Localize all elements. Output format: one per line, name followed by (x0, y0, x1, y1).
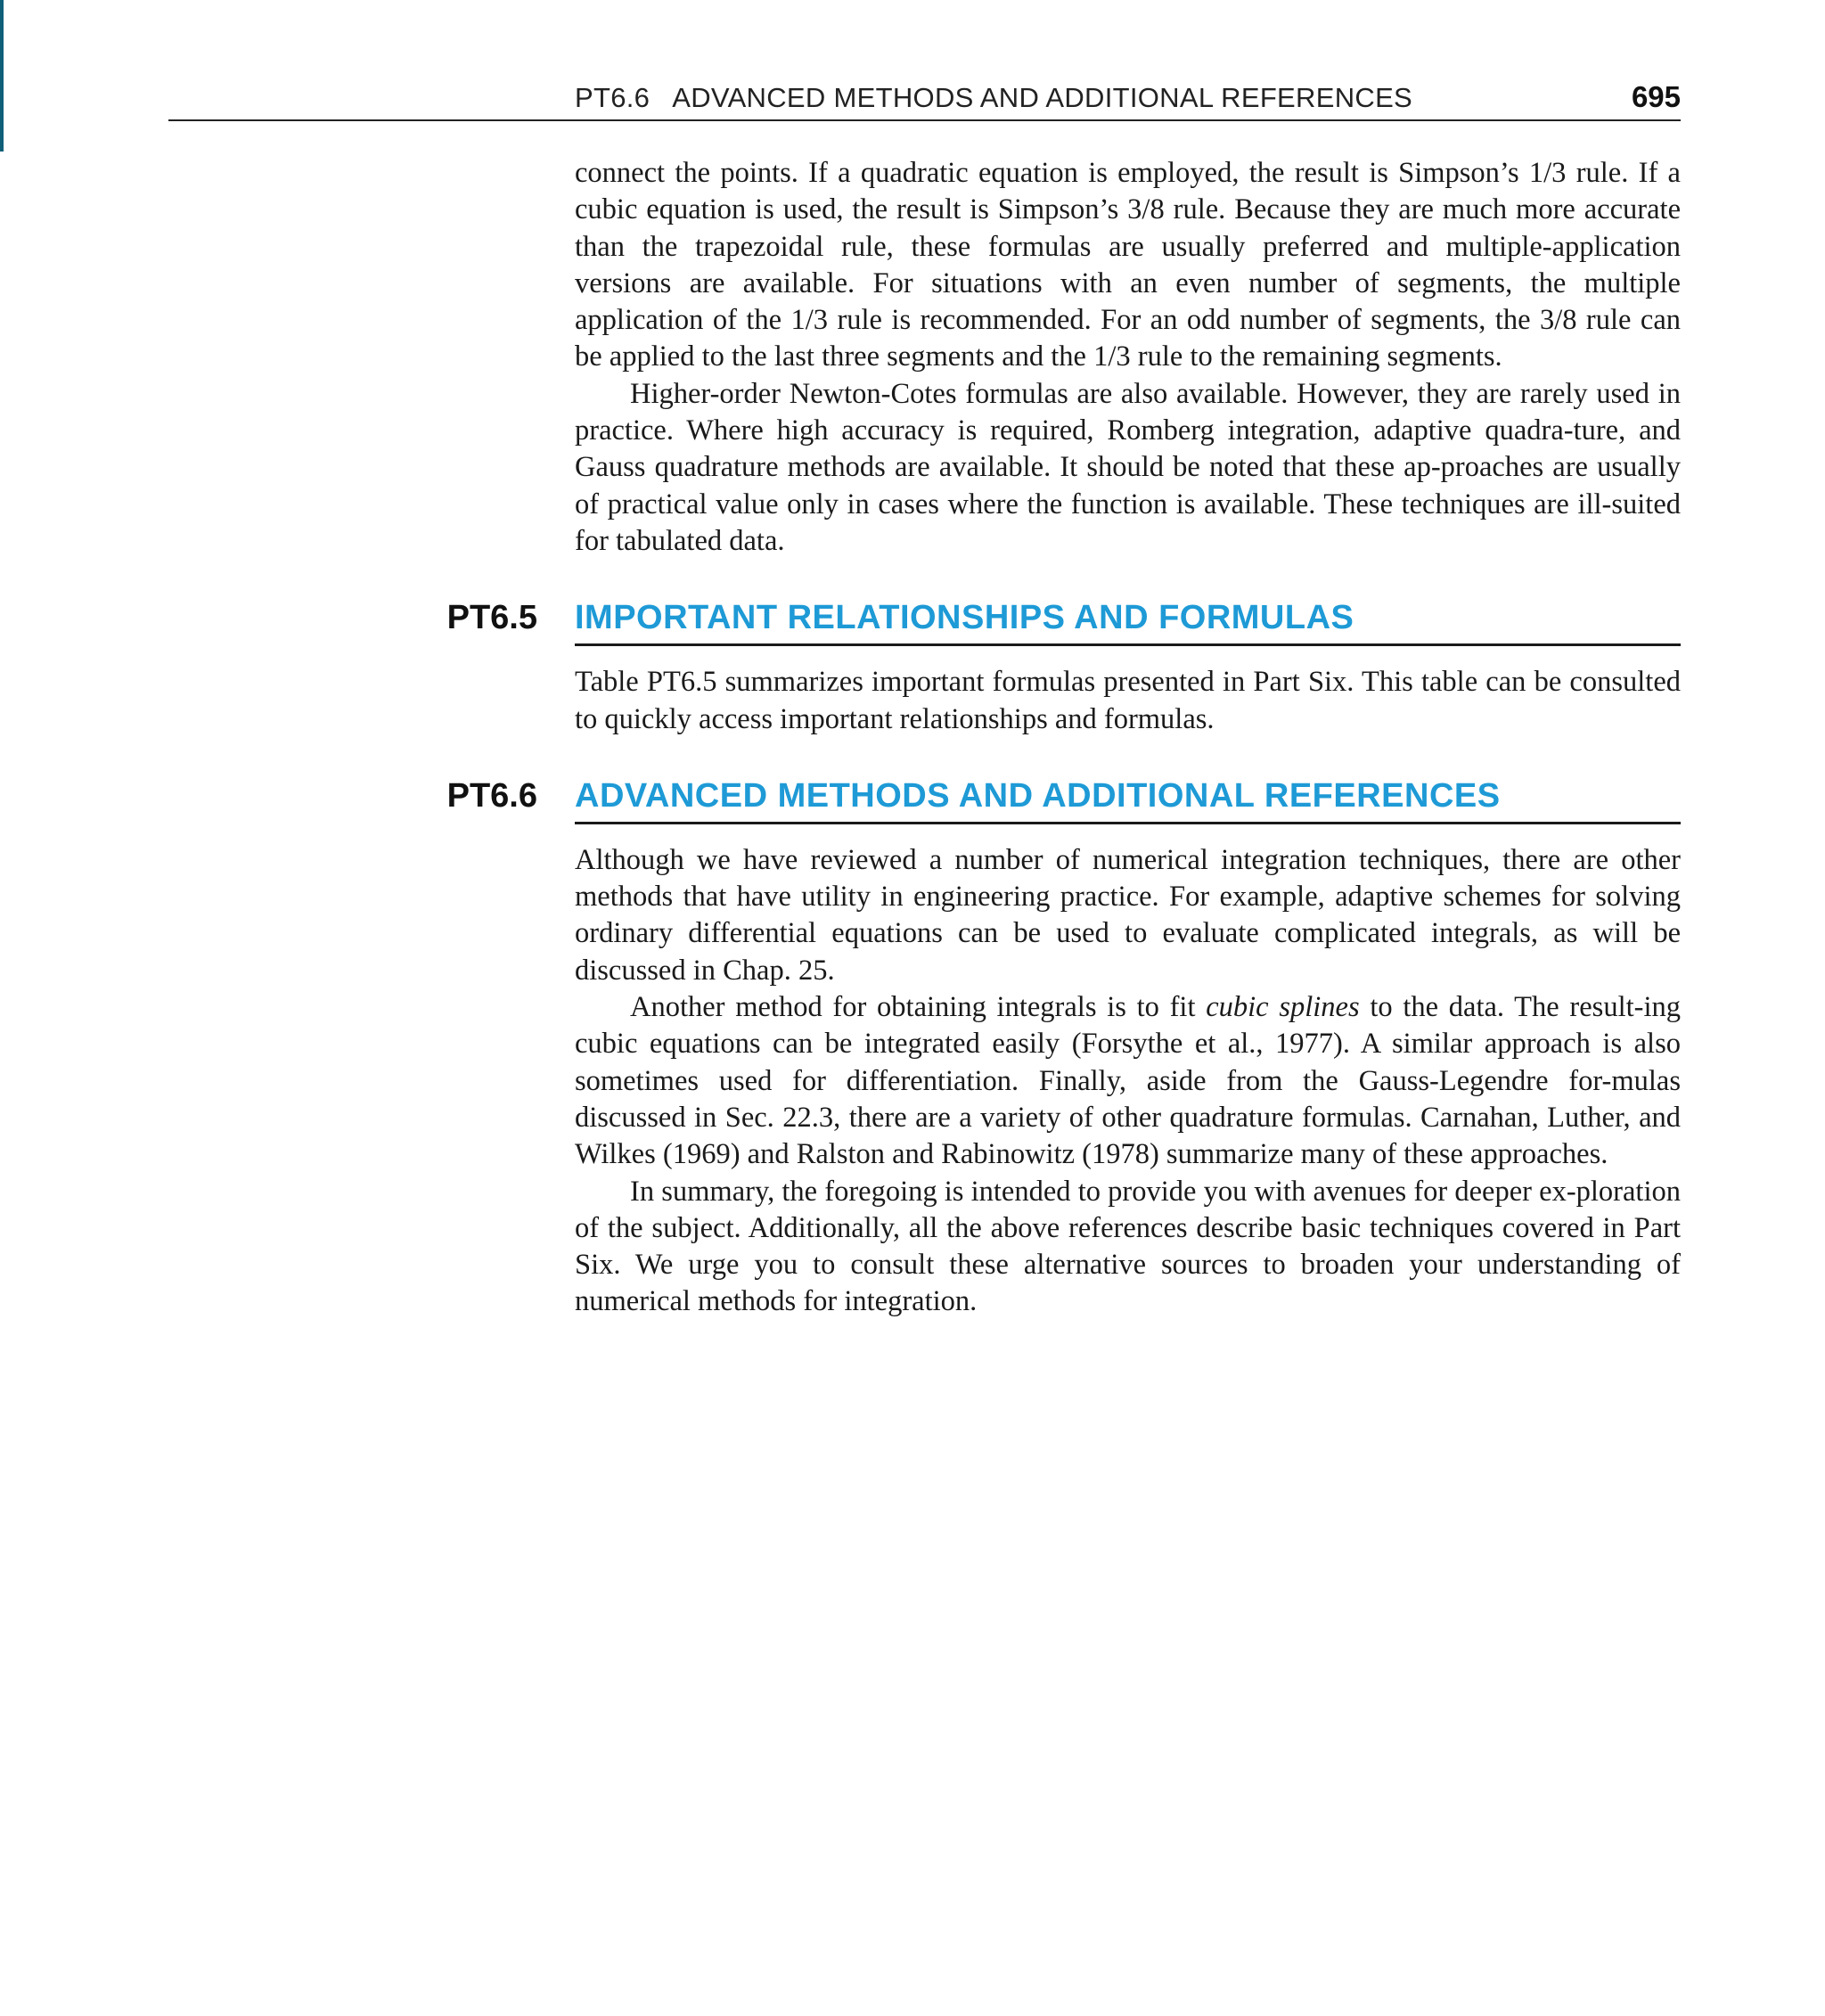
section-heading-pt6-6 (446, 776, 1681, 824)
section-number: PT6.5 (446, 599, 537, 637)
page-body (446, 155, 1681, 1321)
running-header-title: PT6.6 ADVANCED METHODS AND ADDITIONAL REFERENCES (575, 82, 1413, 113)
page-edge-marker (0, 0, 4, 152)
body-paragraph: Although we have reviewed a number of numerical integration techniques, there are other methods that have utility in engineering practice. For example, adaptive schemes for solving ordinary differential equations can be used to evaluate complicated integrals, as will be discussed in Chap. 25. (575, 843, 1681, 987)
body-paragraph: connect the points. If a quadratic equation is employed, the result is Simpson’s 1/3 rule. If a cubic equation is used, the result is Simpson’s 3/8 rule. Because they are much more accurate than the trapezoidal rule, these formulas are usually preferred and multiple-application versions are available. For situations with an even number of segments, the multiple application of the 1/3 rule is recommended. For an odd number of segments, the 3/8 rule can be applied to the last three segments and the 1/3 rule to the remaining segments. (575, 157, 1681, 373)
text-run: Another method for obtaining integrals is to fit (630, 991, 1207, 1024)
body-paragraph: Table PT6.5 summarizes important formulas presented in Part Six. This table can be consulted to quickly access important relationships and formulas. (575, 666, 1681, 735)
body-paragraph: In summary, the foregoing is intended to provide you with avenues for deeper ex-ploration of the subject. Additionally, all the above references describe basic techniques covered in Part Six. We urge you to consult these alternative sources to broaden your understanding of numerical methods for integration. (575, 1175, 1681, 1318)
running-header (168, 80, 1681, 121)
section-heading-pt6-5 (446, 599, 1681, 646)
italic-term: cubic splines (1206, 991, 1360, 1024)
section-number: PT6.6 (446, 776, 537, 815)
section-title: ADVANCED METHODS AND ADDITIONAL REFERENCES (575, 776, 1501, 815)
text-run: to the data. The result-ing cubic equations can be integrated easily (Forsythe et al., 1977). A similar approach is also sometimes used for differentiation. Finally, aside from the Gauss-Legendre for-mulas discussed in Sec. 22.3, there are a variety of other quadrature formulas. Carnahan, Luther, and Wilkes (1969) and Ralston and Rabinowitz (1978) summarize many of these approaches. (575, 991, 1681, 1171)
section-title: IMPORTANT RELATIONSHIPS AND FORMULAS (575, 599, 1354, 637)
page-number: 695 (1631, 80, 1681, 113)
body-paragraph: Higher-order Newton-Cotes formulas are also available. However, they are rarely used in practice. Where high accuracy is required, Romberg integration, adaptive quadra-ture, and Gauss quadrature methods are available. It should be noted that these ap-proaches are usually of practical value only in cases where the function is available. These techniques are ill-suited for tabulated data. (575, 377, 1681, 557)
body-paragraph (575, 989, 1681, 1173)
